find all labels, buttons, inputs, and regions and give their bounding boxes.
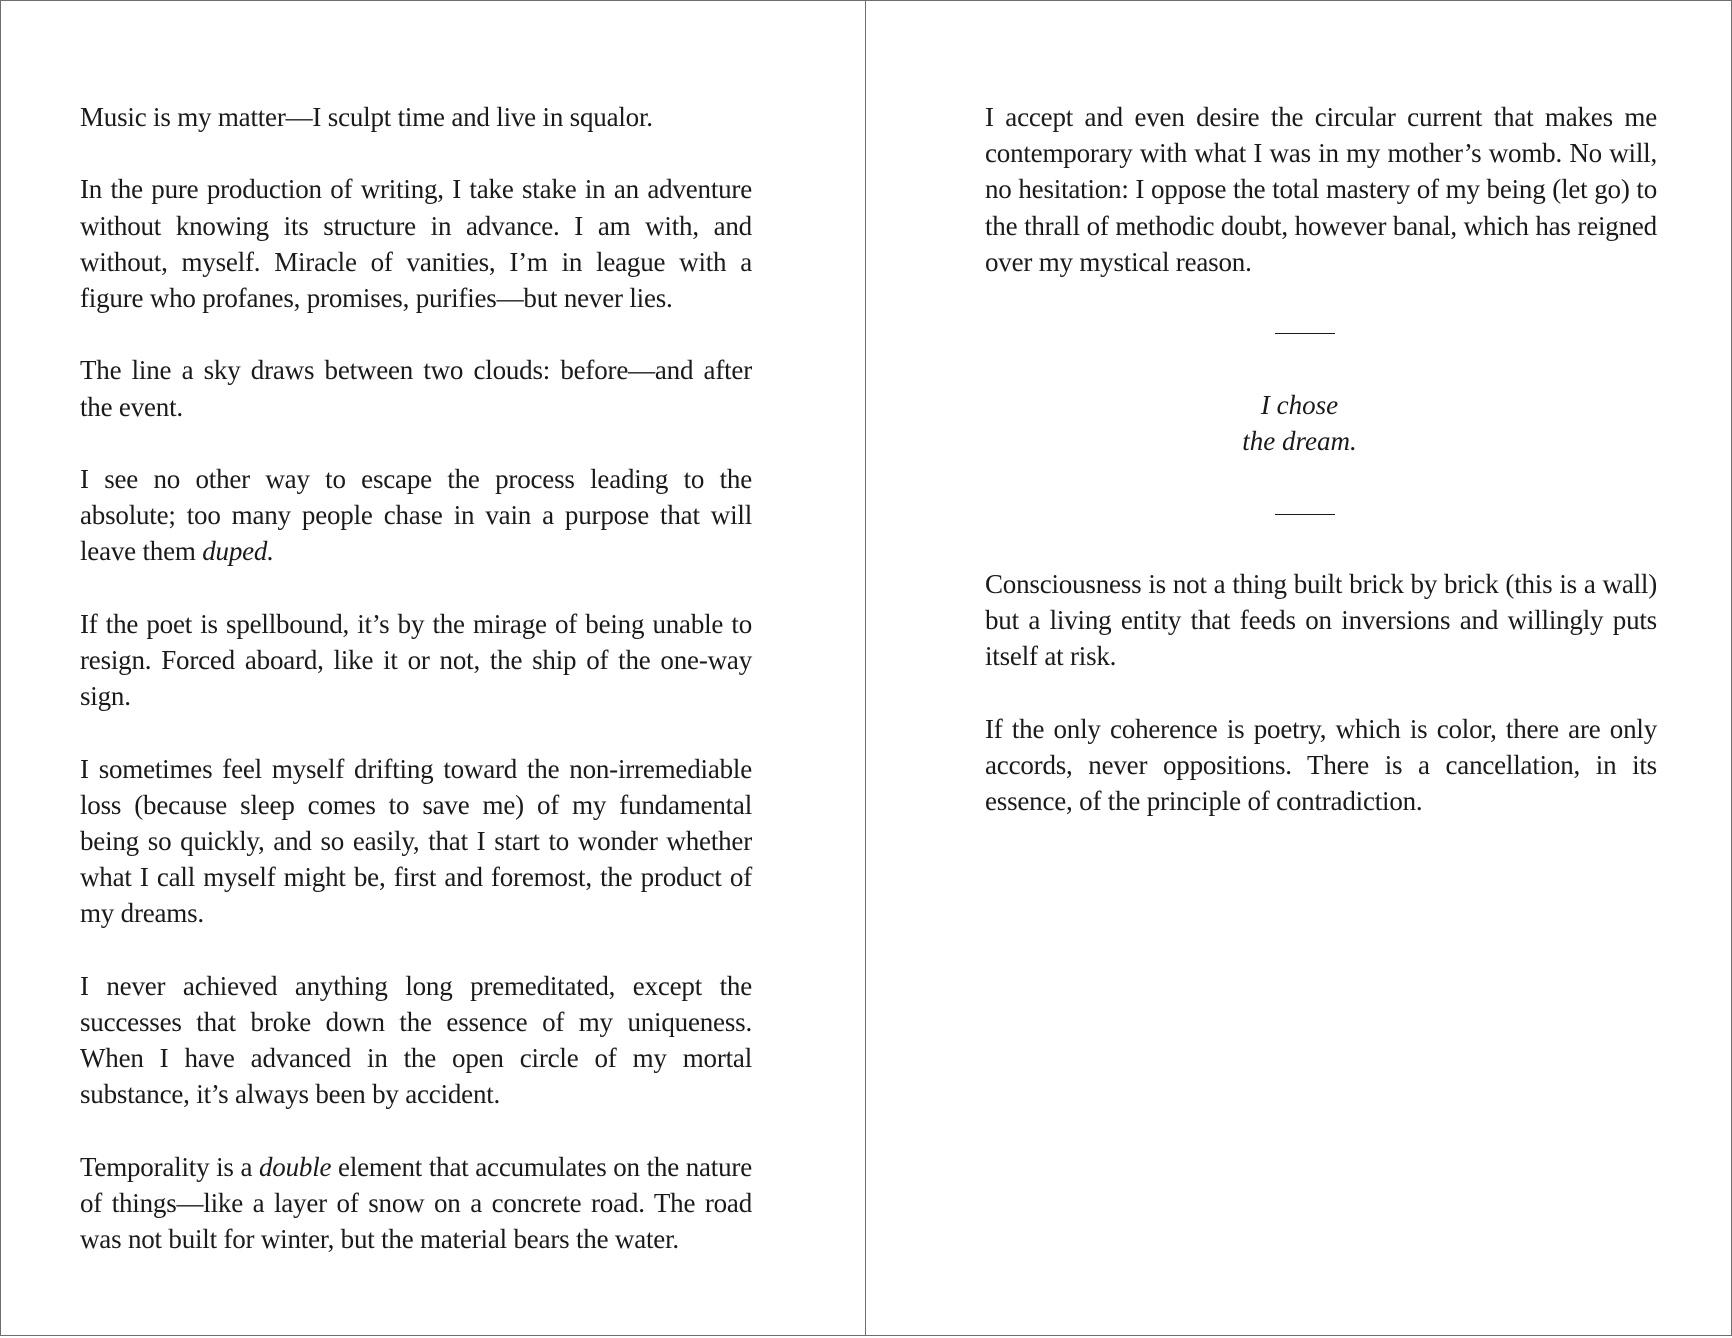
epigraph-line: the dream.	[1242, 426, 1357, 457]
left-page	[0, 0, 866, 1336]
section-divider-top	[1275, 333, 1335, 334]
paragraph: Music is my matter—I sculpt time and live in squalor.	[80, 102, 653, 132]
paragraph	[80, 1149, 752, 1258]
right-page	[865, 0, 1732, 1336]
paragraph	[80, 461, 752, 570]
section-divider-bottom	[1275, 514, 1335, 515]
paragraph: In the pure production of writing, I take stake in an adventure without knowing its structure in advance. I am with, and without, myself. Miracle of vanities, I’m in league with a figure who profanes, promises, purifies—but never lies.	[80, 174, 752, 313]
paragraph-text: element that accumulates on the nature of things—like a layer of snow on a concrete road. The road was not built for winter, but the material bears the water.	[80, 1151, 752, 1255]
paragraph-text: Temporality is a	[80, 1151, 259, 1182]
epigraph	[866, 387, 1732, 459]
paragraph: If the poet is spellbound, it’s by the mirage of being unable to resign. Forced aboard, like it or not, the ship of the one-way sign.	[80, 608, 752, 712]
right-page-upper-text	[985, 99, 1657, 316]
paragraph: I accept and even desire the circular current that makes me contemporary with what I was in my mother’s womb. No will, no hesitation: I oppose the total mastery of my being (let go) to the thrall of methodic doubt, however banal, which has reigned over my mystical reason.	[985, 102, 1657, 277]
paragraph: The line a sky draws between two clouds: before—and after the event.	[80, 355, 752, 422]
paragraph: If the only coherence is poetry, which is color, there are only accords, never oppositions. There is a cancellation, in its essence, of the principle of contradiction.	[985, 713, 1657, 817]
left-page-text	[80, 99, 752, 1294]
epigraph-line: I chose	[1260, 390, 1339, 420]
paragraph-text: I see no other way to escape the process leading to the absolute; too many people chase in vain a purpose that will leave them	[80, 463, 752, 567]
emphasis-text: double	[259, 1151, 332, 1182]
paragraph: Consciousness is not a thing built brick by brick (this is a wall) but a living entity that feeds on inversions and willingly puts itself at risk.	[985, 569, 1657, 672]
paragraph: I never achieved anything long premeditated, except the successes that broke down the essence of my uniqueness. When I have advanced in the open circle of my mortal substance, it’s always been by accident.	[80, 970, 752, 1110]
paragraph: I sometimes feel myself drifting toward the non-irremediable loss (because sleep comes to save me) of my fundamental being so quickly, and so easily, that I start to wonder whether what I call myself might be, first and foremost, the product of my dreams.	[80, 753, 752, 929]
right-page-lower-text	[985, 566, 1657, 856]
emphasis-text: duped.	[202, 536, 274, 567]
